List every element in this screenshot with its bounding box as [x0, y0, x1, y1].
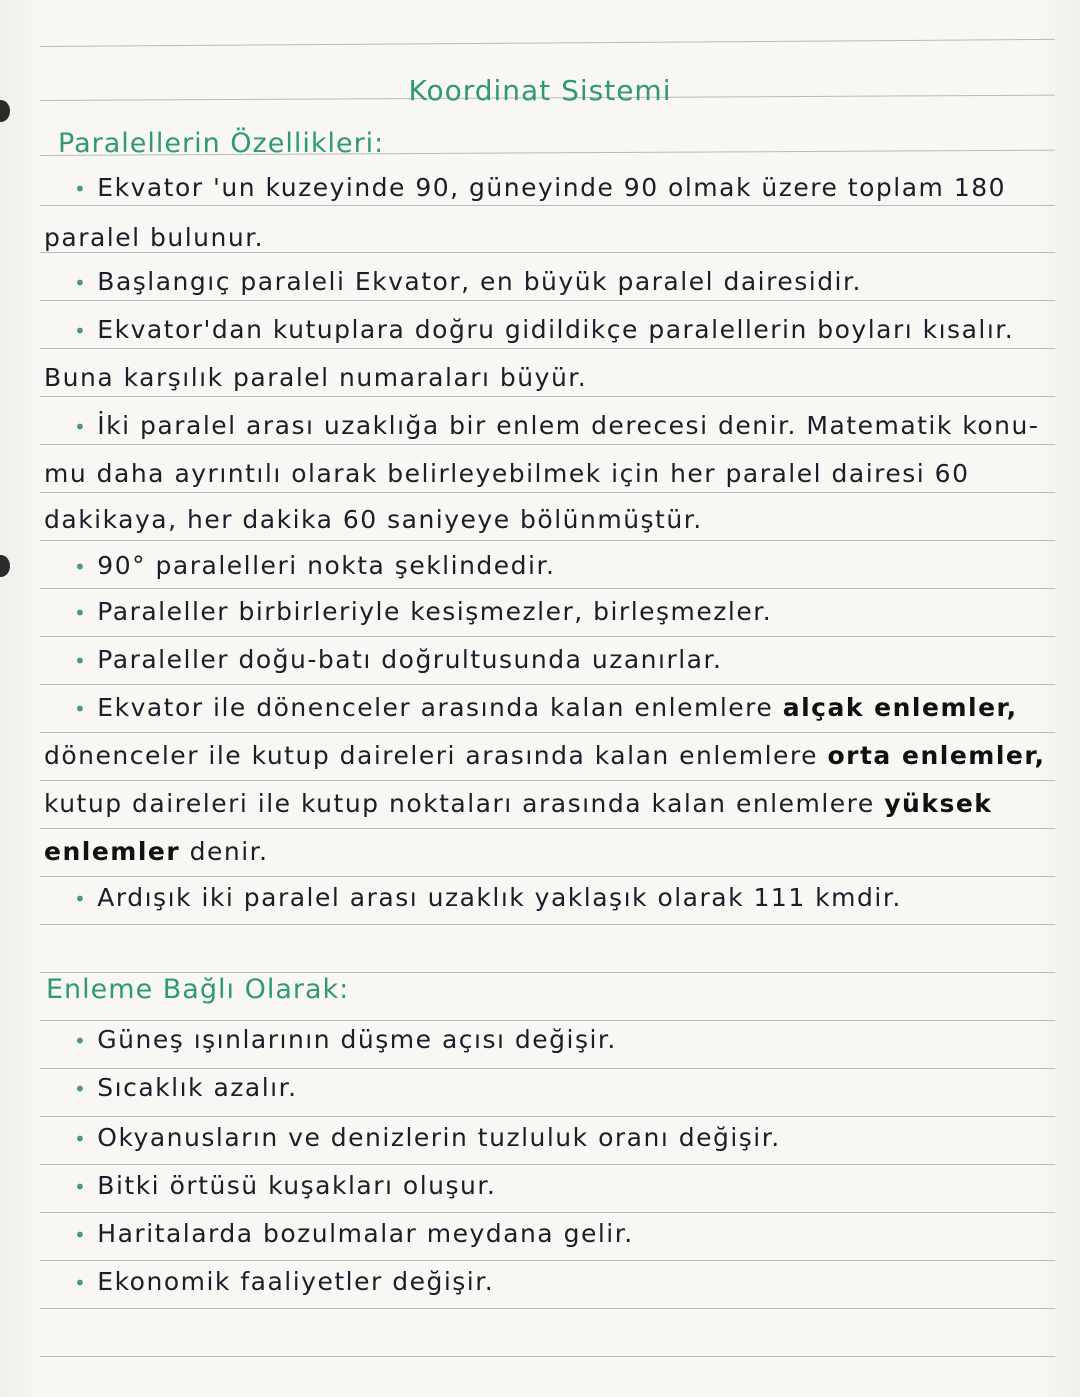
bullet-icon: •: [74, 1175, 88, 1199]
bullet-icon: •: [74, 1223, 88, 1247]
ruled-line: [40, 1164, 1055, 1165]
bullet-icon: •: [74, 177, 88, 201]
note-line: • Ekvator ile dönenceler arasında kalan enlemlere alçak enlemler,: [44, 688, 1080, 728]
bullet-icon: •: [74, 887, 88, 911]
list-item: • Sıcaklık azalır.: [44, 1068, 1080, 1108]
ruled-line: [40, 828, 1055, 829]
note-line: • Ekvator'dan kutuplara doğru gidildikçe paralellerin boyları kısalır.: [44, 310, 1080, 350]
note-line: • İki paralel arası uzaklığa bir enlem derecesi denir. Matematik konu-: [44, 406, 1080, 446]
page-title: Koordinat Sistemi: [408, 74, 672, 107]
list-item: • Haritalarda bozulmalar meydana gelir.: [44, 1214, 1080, 1254]
note-line: dakikaya, her dakika 60 saniyeye bölünmüştür.: [44, 505, 703, 534]
bullet-icon: •: [74, 271, 88, 295]
list-item: • Güneş ışınlarının düşme açısı değişir.: [44, 1020, 1080, 1060]
section-heading-enlem: Enleme Bağlı Olarak:: [46, 974, 350, 1005]
ruled-line: [40, 1308, 1055, 1309]
ruled-line: [40, 732, 1055, 733]
ruled-line: [40, 780, 1055, 781]
note-line: Buna karşılık paralel numaraları büyür.: [44, 363, 588, 392]
keyword-alcak-enlemler: alçak enlemler,: [782, 693, 1018, 722]
note-line: • Paraleller doğu-batı doğrultusunda uzanırlar.: [44, 640, 1080, 680]
ruled-line: [40, 588, 1055, 589]
keyword-enlemler: enlemler: [44, 837, 181, 866]
note-line: enlemler denir.: [44, 837, 269, 866]
bullet-icon: •: [74, 649, 88, 673]
bullet-icon: •: [74, 697, 88, 721]
note-line: dönenceler ile kutup daireleri arasında kalan enlemlere orta enlemler,: [44, 741, 1046, 770]
ruled-line: [40, 1212, 1055, 1213]
bullet-icon: •: [74, 555, 88, 579]
note-line: kutup daireleri ile kutup noktaları arasında kalan enlemlere yüksek: [44, 789, 993, 818]
keyword-orta-enlemler: orta enlemler,: [827, 741, 1046, 770]
list-item: • Bitki örtüsü kuşakları oluşur.: [44, 1166, 1080, 1206]
bullet-icon: •: [74, 601, 88, 625]
binder-hole: [0, 555, 10, 577]
bullet-icon: •: [74, 1127, 88, 1151]
note-line: mu daha ayrıntılı olarak belirleyebilmek için her paralel dairesi 60: [44, 459, 970, 488]
ruled-line: [40, 1260, 1055, 1261]
note-line: paralel bulunur.: [44, 223, 265, 252]
bullet-icon: •: [74, 1271, 88, 1295]
ruled-line: [40, 924, 1055, 925]
ruled-line: [40, 684, 1055, 685]
note-line: • 90° paralelleri nokta şeklindedir.: [44, 546, 1080, 586]
ruled-line: [40, 876, 1055, 877]
note-line: • Paraleller birbirleriyle kesişmezler, birleşmezler.: [44, 592, 1080, 632]
bullet-icon: •: [74, 319, 88, 343]
note-line: • Ekvator 'un kuzeyinde 90, güneyinde 90 olmak üzere toplam 180: [44, 168, 1080, 208]
note-line: • Başlangıç paraleli Ekvator, en büyük paralel dairesidir.: [44, 262, 1080, 302]
bullet-icon: •: [74, 1077, 88, 1101]
ruled-line: [40, 972, 1055, 973]
ruled-line: [40, 1356, 1055, 1357]
list-item: • Okyanusların ve denizlerin tuzluluk oranı değişir.: [44, 1118, 1080, 1158]
ruled-line: [40, 540, 1055, 541]
ruled-line: [40, 1116, 1055, 1117]
note-line: • Ardışık iki paralel arası uzaklık yaklaşık olarak 111 kmdir.: [44, 878, 1080, 918]
ruled-line: [40, 39, 1055, 47]
bullet-icon: •: [74, 415, 88, 439]
section-heading-paralel: Paralellerin Özellikleri:: [58, 128, 385, 159]
ruled-line: [40, 636, 1055, 637]
keyword-yuksek: yüksek: [884, 789, 993, 818]
list-item: • Ekonomik faaliyetler değişir.: [44, 1262, 1080, 1302]
bullet-icon: •: [74, 1029, 88, 1053]
